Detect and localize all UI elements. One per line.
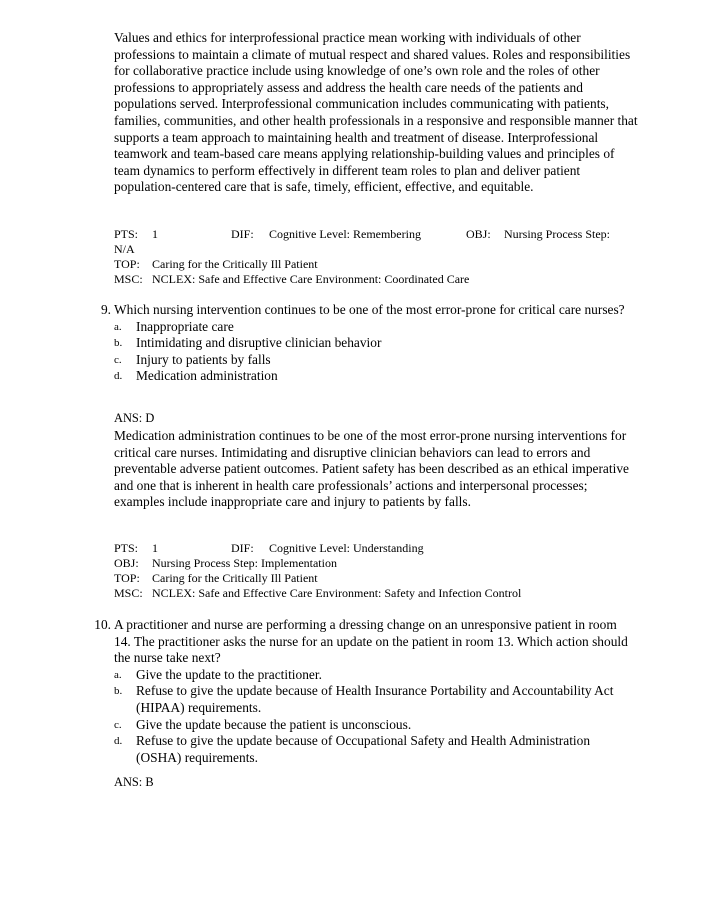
option-c: c. Injury to patients by falls xyxy=(114,351,271,367)
option-d: d. Refuse to give the update because of Occupational Safety and Health Administration (OSHA) requirements. xyxy=(114,733,591,765)
answer-options xyxy=(114,319,614,385)
question-text: Which nursing intervention continues to be one of the most error-prone for critical care nurses? xyxy=(114,302,625,317)
q8-metadata xyxy=(114,227,644,287)
top-value: Caring for the Critically Ill Patient xyxy=(152,571,318,585)
msc-value: NCLEX: Safe and Effective Care Environment: Coordinated Care xyxy=(152,272,470,286)
dif-label: DIF: xyxy=(231,541,254,555)
q9-rationale: Medication administration continues to be one of the most error-prone nursing interventions for critical care nurses. Intimidating and disruptive clinician behaviors can lead to errors and preventable adverse patient outcomes. Patient safety has been described as an ethical imperative and one that is inherent in health care professionals’ actions and interpersonal processes; examples include inappropriate care and injury to patients by falls. xyxy=(114,428,629,510)
q9-meta-row-1 xyxy=(114,541,644,556)
msc-value: NCLEX: Safe and Effective Care Environment: Safety and Infection Control xyxy=(152,586,522,600)
q9-meta-row-2 xyxy=(114,556,644,571)
q8-meta-row-2 xyxy=(114,242,644,257)
option-c: c. Give the update because the patient is unconscious. xyxy=(114,716,412,732)
pts-value: 1 xyxy=(152,541,158,555)
obj-label: OBJ: xyxy=(466,227,491,241)
answer-key: ANS: B xyxy=(114,775,154,789)
dif-label: DIF: xyxy=(231,227,254,241)
obj-value-continued: N/A xyxy=(114,242,135,256)
pts-label: PTS: xyxy=(114,541,139,555)
msc-label: MSC: xyxy=(114,586,143,600)
option-d: d. Medication administration xyxy=(114,368,278,384)
pts-value: 1 xyxy=(152,227,158,241)
q8-meta-row-3 xyxy=(114,257,644,272)
q9-meta-row-4 xyxy=(114,586,644,601)
msc-label: MSC: xyxy=(114,272,143,286)
q8-rationale: Values and ethics for interprofessional practice mean working with individuals of other professions to maintain a climate of mutual respect and shared values. Roles and responsibilities for collaborative practice include using knowledge of one’s own role and the roles of other professions to appropriately assess and address the health care needs of the patients and populations served. Interprofessional communication includes communicating with patients, families, communities, and other health professionals in a responsive and responsible manner that supports a team approach to maintaining health and treatment of disease. Interprofessional teamwork and team-based care means applying relationship-building values and principles of team dynamics to perform effectively in different team roles to plan and deliver patient population-centered care that is safe, timely, efficient, effective, and equitable. xyxy=(114,30,638,195)
top-value: Caring for the Critically Ill Patient xyxy=(152,257,318,271)
pts-label: PTS: xyxy=(114,227,139,241)
option-b: b. Refuse to give the update because of Health Insurance Portability and Accountability Act (HIPAA) requirements. xyxy=(114,683,614,715)
question-9 xyxy=(85,302,645,385)
question-10 xyxy=(85,617,645,766)
obj-value: Nursing Process Step: Implementation xyxy=(152,556,337,570)
option-b: b. Intimidating and disruptive clinician behavior xyxy=(114,335,382,351)
q8-meta-row-1 xyxy=(114,227,644,242)
question-text: A practitioner and nurse are performing a dressing change on an unresponsive patient in room 14. The practitioner asks the nurse for an update on the patient in room 13. Which action should the nurse take next? xyxy=(114,617,628,666)
top-label: TOP: xyxy=(114,257,140,271)
option-a: a. Give the update to the practitioner. xyxy=(114,666,322,682)
top-label: TOP: xyxy=(114,571,140,585)
q8-meta-row-4 xyxy=(114,272,644,287)
option-a: a. Inappropriate care xyxy=(114,318,234,334)
question-number: 9. xyxy=(100,302,111,317)
dif-value: Cognitive Level: Remembering xyxy=(269,227,421,241)
dif-value: Cognitive Level: Understanding xyxy=(269,541,424,555)
answer-key: ANS: D xyxy=(114,411,155,425)
obj-label: OBJ: xyxy=(114,556,139,570)
obj-value: Nursing Process Step: xyxy=(504,227,610,241)
q9-meta-row-3 xyxy=(114,571,644,586)
q9-metadata xyxy=(114,541,644,601)
answer-options xyxy=(114,667,614,767)
question-number: 10. xyxy=(94,617,111,632)
